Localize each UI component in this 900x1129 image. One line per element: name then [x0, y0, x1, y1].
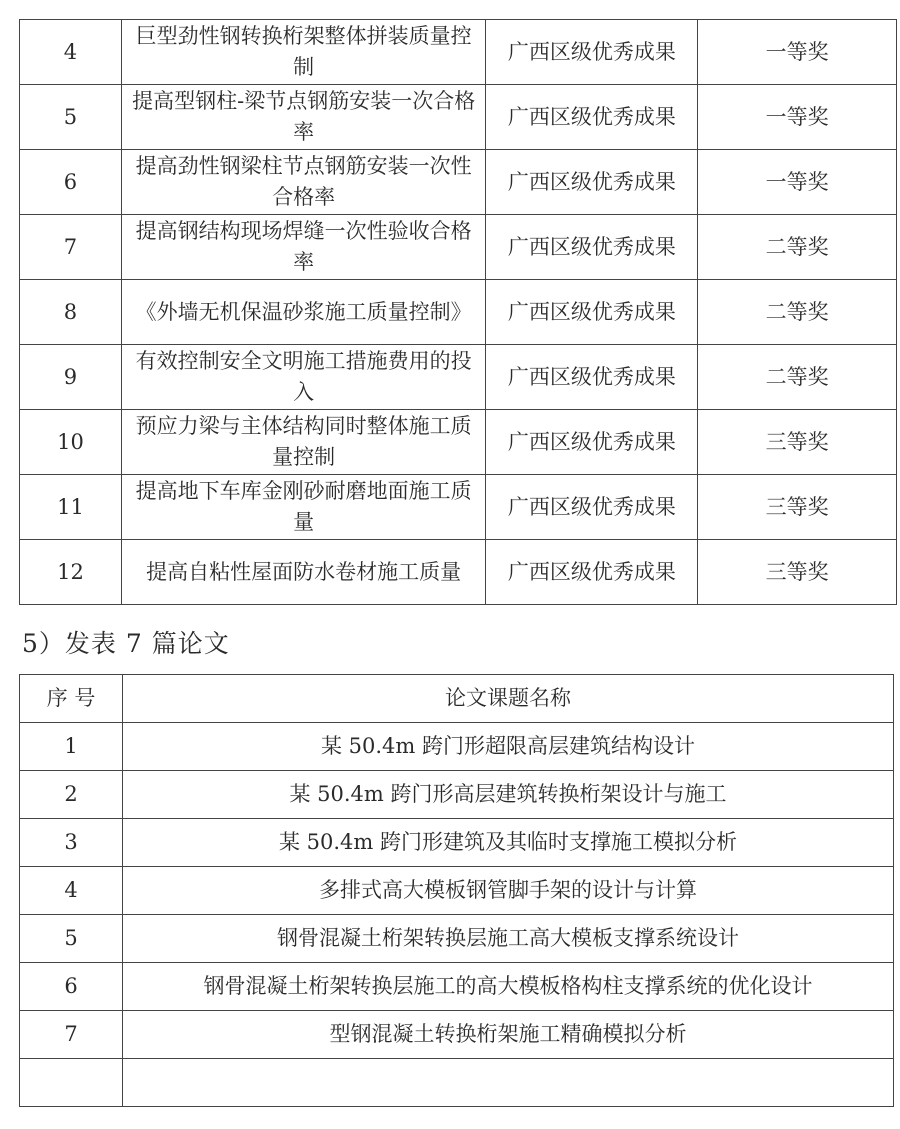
award-title: 提高地下车库金刚砂耐磨地面施工质量 [121, 475, 486, 540]
award-level: 广西区级优秀成果 [486, 280, 698, 345]
award-level: 广西区级优秀成果 [486, 85, 698, 150]
table-row [20, 475, 897, 540]
awards-table [19, 19, 897, 605]
table-row [20, 150, 897, 215]
award-title: 巨型劲性钢转换桁架整体拼装质量控制 [121, 20, 486, 85]
paper-title: 某 50.4m 跨门形高层建筑转换桁架设计与施工 [123, 771, 894, 819]
award-title: 提高型钢柱-梁节点钢筋安装一次合格率 [121, 85, 486, 150]
award-prize: 二等奖 [698, 280, 897, 345]
papers-table [19, 674, 894, 1107]
table-row [20, 410, 897, 475]
table-row [20, 771, 894, 819]
award-title: 提高钢结构现场焊缝一次性验收合格率 [121, 215, 486, 280]
award-title: 提高自粘性屋面防水卷材施工质量 [121, 540, 486, 605]
row-number: 6 [20, 963, 123, 1011]
award-level: 广西区级优秀成果 [486, 215, 698, 280]
award-prize: 二等奖 [698, 215, 897, 280]
row-number: 1 [20, 723, 123, 771]
header-title: 论文课题名称 [123, 675, 894, 723]
table-row [20, 85, 897, 150]
table-row [20, 540, 897, 605]
table-row [20, 819, 894, 867]
row-number: 3 [20, 819, 123, 867]
award-level: 广西区级优秀成果 [486, 20, 698, 85]
empty-cell [20, 1059, 123, 1107]
row-number: 2 [20, 771, 123, 819]
row-number: 11 [20, 475, 122, 540]
row-number: 7 [20, 1011, 123, 1059]
row-number: 4 [20, 867, 123, 915]
award-title: 《外墙无机保温砂浆施工质量控制》 [121, 280, 486, 345]
award-level: 广西区级优秀成果 [486, 475, 698, 540]
paper-title: 多排式高大模板钢管脚手架的设计与计算 [123, 867, 894, 915]
paper-title: 某 50.4m 跨门形建筑及其临时支撑施工模拟分析 [123, 819, 894, 867]
award-prize: 二等奖 [698, 345, 897, 410]
row-number: 6 [20, 150, 122, 215]
award-prize: 一等奖 [698, 20, 897, 85]
row-number: 9 [20, 345, 122, 410]
section-heading: 5）发表 7 篇论文 [22, 629, 230, 658]
table-row [20, 215, 897, 280]
award-prize: 三等奖 [698, 540, 897, 605]
paper-title: 钢骨混凝土桁架转换层施工的高大模板格构柱支撑系统的优化设计 [123, 963, 894, 1011]
row-number: 8 [20, 280, 122, 345]
table-row [20, 867, 894, 915]
table-row [20, 963, 894, 1011]
award-prize: 三等奖 [698, 410, 897, 475]
award-prize: 一等奖 [698, 85, 897, 150]
table-row [20, 20, 897, 85]
award-level: 广西区级优秀成果 [486, 345, 698, 410]
paper-title: 钢骨混凝土桁架转换层施工高大模板支撑系统设计 [123, 915, 894, 963]
award-title: 有效控制安全文明施工措施费用的投入 [121, 345, 486, 410]
row-number: 5 [20, 85, 122, 150]
empty-cell [123, 1059, 894, 1107]
paper-title: 某 50.4m 跨门形超限高层建筑结构设计 [123, 723, 894, 771]
empty-row [20, 1059, 894, 1107]
header-no: 序 号 [20, 675, 123, 723]
row-number: 7 [20, 215, 122, 280]
row-number: 12 [20, 540, 122, 605]
award-level: 广西区级优秀成果 [486, 150, 698, 215]
row-number: 10 [20, 410, 122, 475]
table-header-row [20, 675, 894, 723]
table-row [20, 345, 897, 410]
award-level: 广西区级优秀成果 [486, 540, 698, 605]
table-row [20, 915, 894, 963]
award-prize: 三等奖 [698, 475, 897, 540]
row-number: 5 [20, 915, 123, 963]
paper-title: 型钢混凝土转换桁架施工精确模拟分析 [123, 1011, 894, 1059]
award-prize: 一等奖 [698, 150, 897, 215]
award-title: 预应力梁与主体结构同时整体施工质量控制 [121, 410, 486, 475]
table-row [20, 723, 894, 771]
table-row [20, 1011, 894, 1059]
award-level: 广西区级优秀成果 [486, 410, 698, 475]
row-number: 4 [20, 20, 122, 85]
award-title: 提高劲性钢梁柱节点钢筋安装一次性合格率 [121, 150, 486, 215]
table-row [20, 280, 897, 345]
